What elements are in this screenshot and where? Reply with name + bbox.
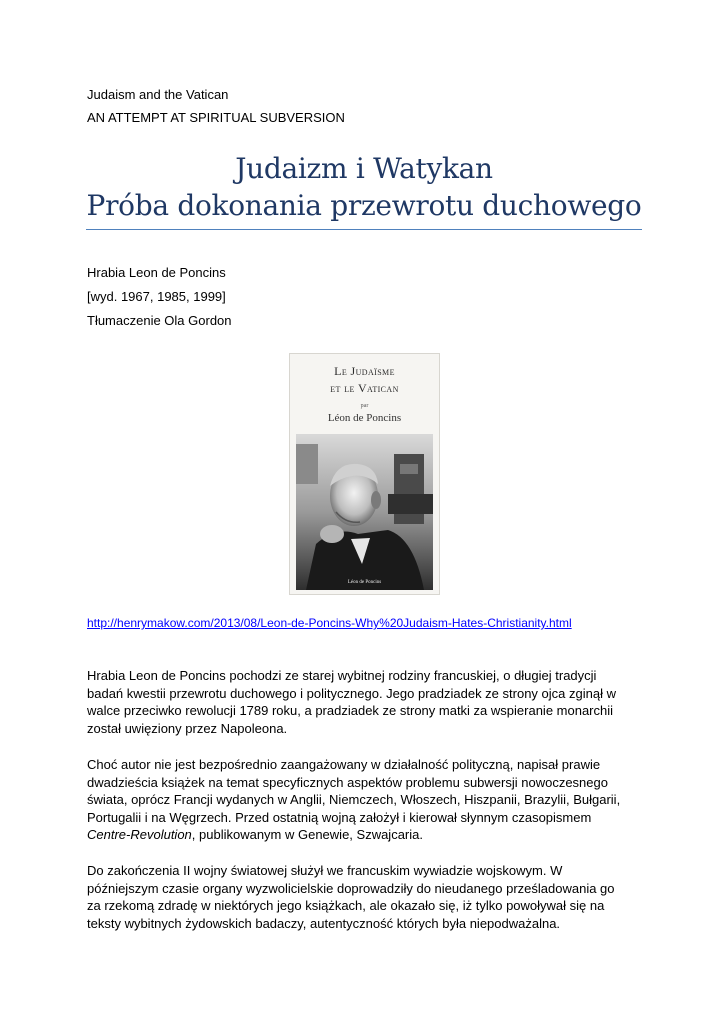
author-line: Hrabia Leon de Poncins <box>87 265 226 280</box>
source-link[interactable]: http://henrymakow.com/2013/08/Leon-de-Poncins-Why%20Judaism-Hates-Christianity.html <box>87 616 572 630</box>
document-title <box>86 150 642 224</box>
paragraph-line: późniejszym czasie organy wyzwolicielskie doprowadziły do nieudanego prześladowania go <box>87 880 615 896</box>
paragraph-line: za rzekomą zdradę w niektórych jego książkach, ale okazało się, iż tylko powoływał się na <box>87 898 605 913</box>
paragraph-3 <box>87 862 647 932</box>
cover-author: Léon de Poncins <box>327 412 402 424</box>
cover-title-line-2: et le Vatican <box>330 381 399 395</box>
header-line-2: AN ATTEMPT AT SPIRITUAL SUBVERSION <box>87 110 345 125</box>
cover-caption: Léon de Poncins <box>347 580 382 585</box>
paragraph-line-rest: , publikowanym w Genewie, Szwajcaria. <box>191 827 423 842</box>
paragraph-line: Hrabia Leon de Poncins pochodzi ze starej wybitnej rodziny francuskiej, o długiej tradycji <box>87 668 597 683</box>
paragraph-line: został uwięziony przez Napoleona. <box>87 720 288 736</box>
title-underline <box>86 229 642 230</box>
journal-name: Centre-Revolution <box>87 827 192 842</box>
title-line-2: Próba dokonania przewrotu duchowego <box>86 189 642 222</box>
paragraph-line: Do zakończenia II wojny światowej służył we francuskim wywiadzie wojskowym. W <box>87 863 563 878</box>
cover-par-text: par <box>360 403 369 409</box>
paragraph-line <box>87 826 647 844</box>
paragraph-line: Choć autor nie jest bezpośrednio zaangażowany w działalność polityczną, napisał prawie <box>87 757 601 772</box>
book-cover-image <box>289 353 440 595</box>
paragraph-line: teksty wybitnych żydowskich badaczy, autentyczność których była niepodważalna. <box>87 915 561 931</box>
paragraph-line: walce przeciwko rewolucji 1789 roku, a pradziadek ze strony matki za wspieranie monarchii <box>87 703 614 718</box>
paragraph-line: badań kwestii przewrotu duchowego i politycznego. Jego pradziadek ze strony ojca zginął w <box>87 685 616 701</box>
paragraph-line: świata, oprócz Francji wydanych w Anglii, Niemczech, Włoszech, Hiszpanii, Brazylii, Bułgarii, <box>87 792 621 807</box>
translator-line: Tłumaczenie Ola Gordon <box>87 313 232 328</box>
author-portrait-photo <box>296 434 433 590</box>
paragraph-1 <box>87 667 647 737</box>
editions-line: [wyd. 1967, 1985, 1999] <box>87 289 226 304</box>
header-line-1: Judaism and the Vatican <box>87 87 229 102</box>
cover-title-line-1: Le Judaïsme <box>334 364 395 378</box>
paragraph-line: dwadzieścia książek na temat specyficznych aspektów problemu subwersji nowoczesnego <box>87 774 608 790</box>
paragraph-2 <box>87 756 647 844</box>
paragraph-line: Portugalii i na Węgrzech. Przed ostatnią wojną założył i kierował słynnym czasopismem <box>87 809 592 825</box>
title-line-1: Judaizm i Watykan <box>235 152 493 185</box>
